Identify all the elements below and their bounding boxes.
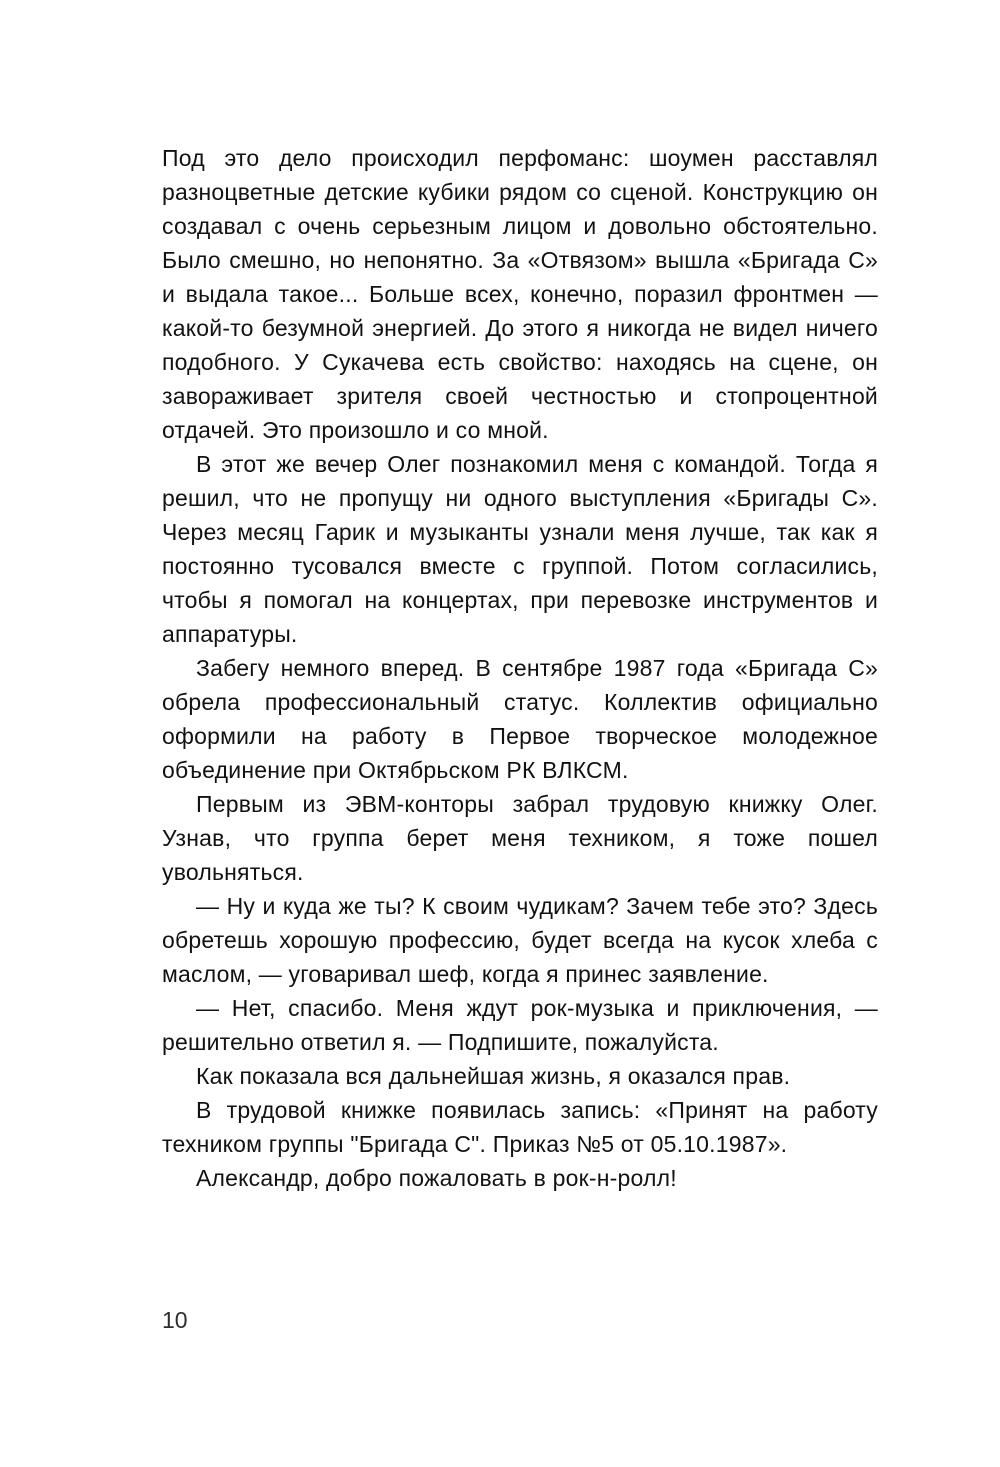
paragraph: Александр, добро пожаловать в рок-н-ролл!	[196, 1165, 677, 1191]
paragraph: Как показала вся дальнейшая жизнь, я оказался прав.	[196, 1063, 791, 1089]
paragraph: Забегу немного вперед. В сентябре 1987 года «Бригада С» обрела профессиональный статус. Коллектив официально оформили на работу в Первое творческое молодежное объединение при Октябрьском РК ВЛКСМ.	[162, 655, 878, 783]
paragraph: Под это дело происходил перфоманс: шоумен расставлял разноцветные детские кубики рядом со сценой. Конструкцию он создавал с очень серьезным лицом и довольно обстоятельно. Было смешно, но непонятно. За «Отвязом» вышла «Бригада С» и выдала такое... Больше всех, конечно, поразил фронтмен — какой-то безумной энергией. До этого я никогда не видел ничего подобного. У Сукачева есть свойство: находясь на сцене, он завораживает зрителя своей честностью и стопроцентной отдачей. Это произошло и со мной.	[162, 145, 878, 443]
paragraph: Первым из ЭВМ-конторы забрал трудовую книжку Олег. Узнав, что группа берет меня техником, я тоже пошел увольняться.	[162, 791, 878, 885]
paragraph-dialogue: — Нет, спасибо. Меня ждут рок-музыка и приключения, — решительно ответил я. — Подпишите, пожалуйста.	[162, 995, 878, 1055]
paragraph-dialogue: — Ну и куда же ты? К своим чудикам? Зачем тебе это? Здесь обретешь хорошую профессию, будет всегда на кусок хлеба с маслом, — уговаривал шеф, когда я принес заявление.	[162, 893, 878, 987]
paragraph: В этот же вечер Олег познакомил меня с командой. Тогда я решил, что не пропущу ни одного выступления «Бригады С». Через месяц Гарик и музыканты узнали меня лучше, так как я постоянно тусовался вместе с группой. Потом согласились, чтобы я помогал на концертах, при перевозке инструментов и аппаратуры.	[162, 451, 878, 647]
text-block	[162, 141, 878, 1195]
page-number: 10	[162, 1307, 188, 1333]
paragraph: В трудовой книжке появилась запись: «Принят на работу техником группы "Бригада С". Приказ №5 от 05.10.1987».	[162, 1097, 878, 1157]
